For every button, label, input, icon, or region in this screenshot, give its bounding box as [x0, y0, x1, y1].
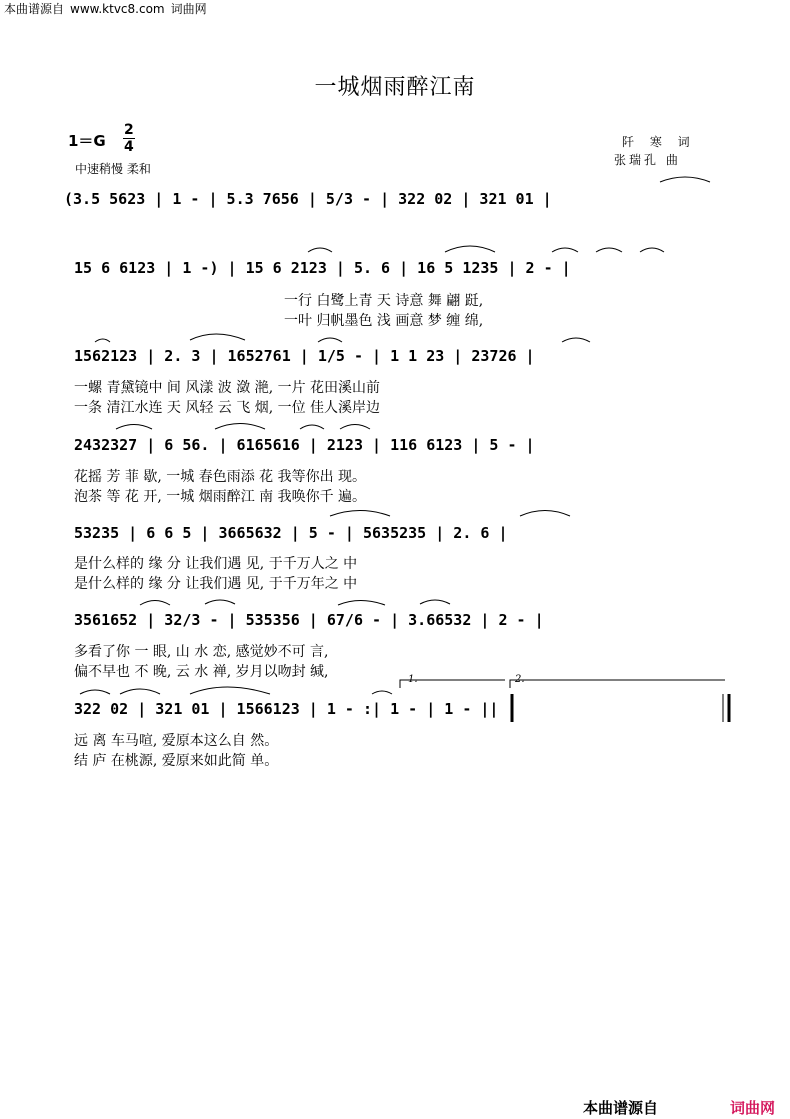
- slur: [308, 248, 332, 252]
- notation-line-5: 53235 | 6 6 5 | 3665632 | 5 - | 5635235 | 2. 6 |: [74, 524, 508, 542]
- notation-line-6: 3561652 | 32/3 - | 535356 | 67/6 - | 3.66532 | 2 - |: [74, 611, 544, 629]
- lyric-line-7a: 远 离 车马喧, 爱原本这么自 然。: [74, 733, 279, 749]
- slur: [120, 689, 160, 694]
- slur: [95, 339, 110, 342]
- lyric-line-2a: 一行 白鹭上青 天 诗意 舞 翩 跹,: [284, 293, 484, 309]
- slur: [372, 691, 392, 694]
- slur: [140, 601, 170, 606]
- key-signature: 1＝G: [68, 132, 106, 150]
- time-signature-top: 2: [124, 122, 134, 138]
- slur: [552, 248, 578, 252]
- slur: [420, 600, 450, 604]
- lyric-line-3a: 一螺 青黛镜中 间 风漾 波 潋 滟, 一片 花田溪山前: [74, 380, 381, 396]
- source-tag: 词曲网: [170, 2, 207, 16]
- slur: [318, 338, 342, 342]
- time-signature-bottom: 4: [124, 139, 134, 155]
- source-header: [0, 0, 790, 20]
- volta-1-label: 1.: [408, 674, 418, 685]
- slur: [205, 600, 235, 604]
- slur: [300, 425, 324, 429]
- slur: [562, 338, 590, 342]
- lyric-line-5b: 是什么样的 缘 分 让我们遇 见, 于千万年之 中: [74, 576, 358, 592]
- slur: [116, 425, 152, 430]
- composer-credit: 张瑞孔 曲: [614, 153, 681, 167]
- slur: [215, 424, 265, 430]
- time-signature: [123, 122, 135, 155]
- lyric-line-6a: 多看了你 一 眼, 山 水 恋, 感觉妙不可 言,: [74, 644, 329, 660]
- slur: [190, 687, 270, 694]
- volta-2-label: 2.: [515, 674, 525, 685]
- slur: [190, 334, 245, 340]
- lyric-line-6b: 偏不早也 不 晚, 云 水 禅, 岁月以吻封 缄,: [74, 664, 329, 680]
- footer-source-label: 本曲谱源自: [583, 1099, 659, 1117]
- tempo-marking: 中速稍慢 柔和: [75, 162, 151, 176]
- lyric-line-4b: 泡茶 等 花 开, 一城 烟雨醉江 南 我唤你千 遍。: [74, 489, 367, 505]
- song-title: 一城烟雨醉江南: [314, 75, 476, 100]
- lyric-line-3b: 一条 清江水连 天 风轻 云 飞 烟, 一位 佳人溪岸边: [74, 400, 381, 416]
- lyric-line-2b: 一叶 归帆墨色 浅 画意 梦 缠 绵,: [284, 313, 484, 329]
- lyric-line-5a: 是什么样的 缘 分 让我们遇 见, 于千万人之 中: [74, 556, 358, 572]
- slur: [80, 690, 110, 694]
- lyricist-credit: 阡 寒 词: [622, 135, 696, 149]
- notation-line-3: 1562123 | 2. 3 | 1652761 | 1/5 - | 1 1 23 | 23726 |: [74, 347, 535, 365]
- footer-brand[interactable]: 词曲网: [730, 1099, 776, 1117]
- source-site-name: 本曲谱源自: [4, 2, 65, 16]
- volta-bracket-2: [510, 680, 725, 688]
- notation-line-1: (3.5 5623 | 1 - | 5.3 7656 | 5/3 - | 322 02 | 321 01 |: [64, 190, 552, 208]
- slur: [660, 177, 710, 182]
- slur: [330, 511, 390, 517]
- slur: [640, 248, 664, 252]
- lyric-line-7b: 结 庐 在桃源, 爱原来如此简 单。: [74, 753, 279, 769]
- notation-line-4: 2432327 | 6 56. | 6165616 | 2123 | 116 6123 | 5 - |: [74, 436, 535, 454]
- slur: [596, 248, 622, 252]
- slur: [338, 601, 385, 606]
- source-url[interactable]: www.ktvc8.com: [70, 2, 165, 16]
- lyric-line-4a: 花摇 芳 菲 歇, 一城 春色雨添 花 我等你出 现。: [74, 469, 367, 485]
- slur: [445, 246, 495, 252]
- slur: [520, 511, 570, 517]
- notation-line-2: 15 6 6123 | 1 -) | 15 6 2123 | 5. 6 | 16 5 1235 | 2 - |: [74, 259, 571, 277]
- slur: [340, 425, 370, 430]
- notation-line-7: 322 02 | 321 01 | 1566123 | 1 - :| 1 - | 1 - ||: [74, 700, 499, 718]
